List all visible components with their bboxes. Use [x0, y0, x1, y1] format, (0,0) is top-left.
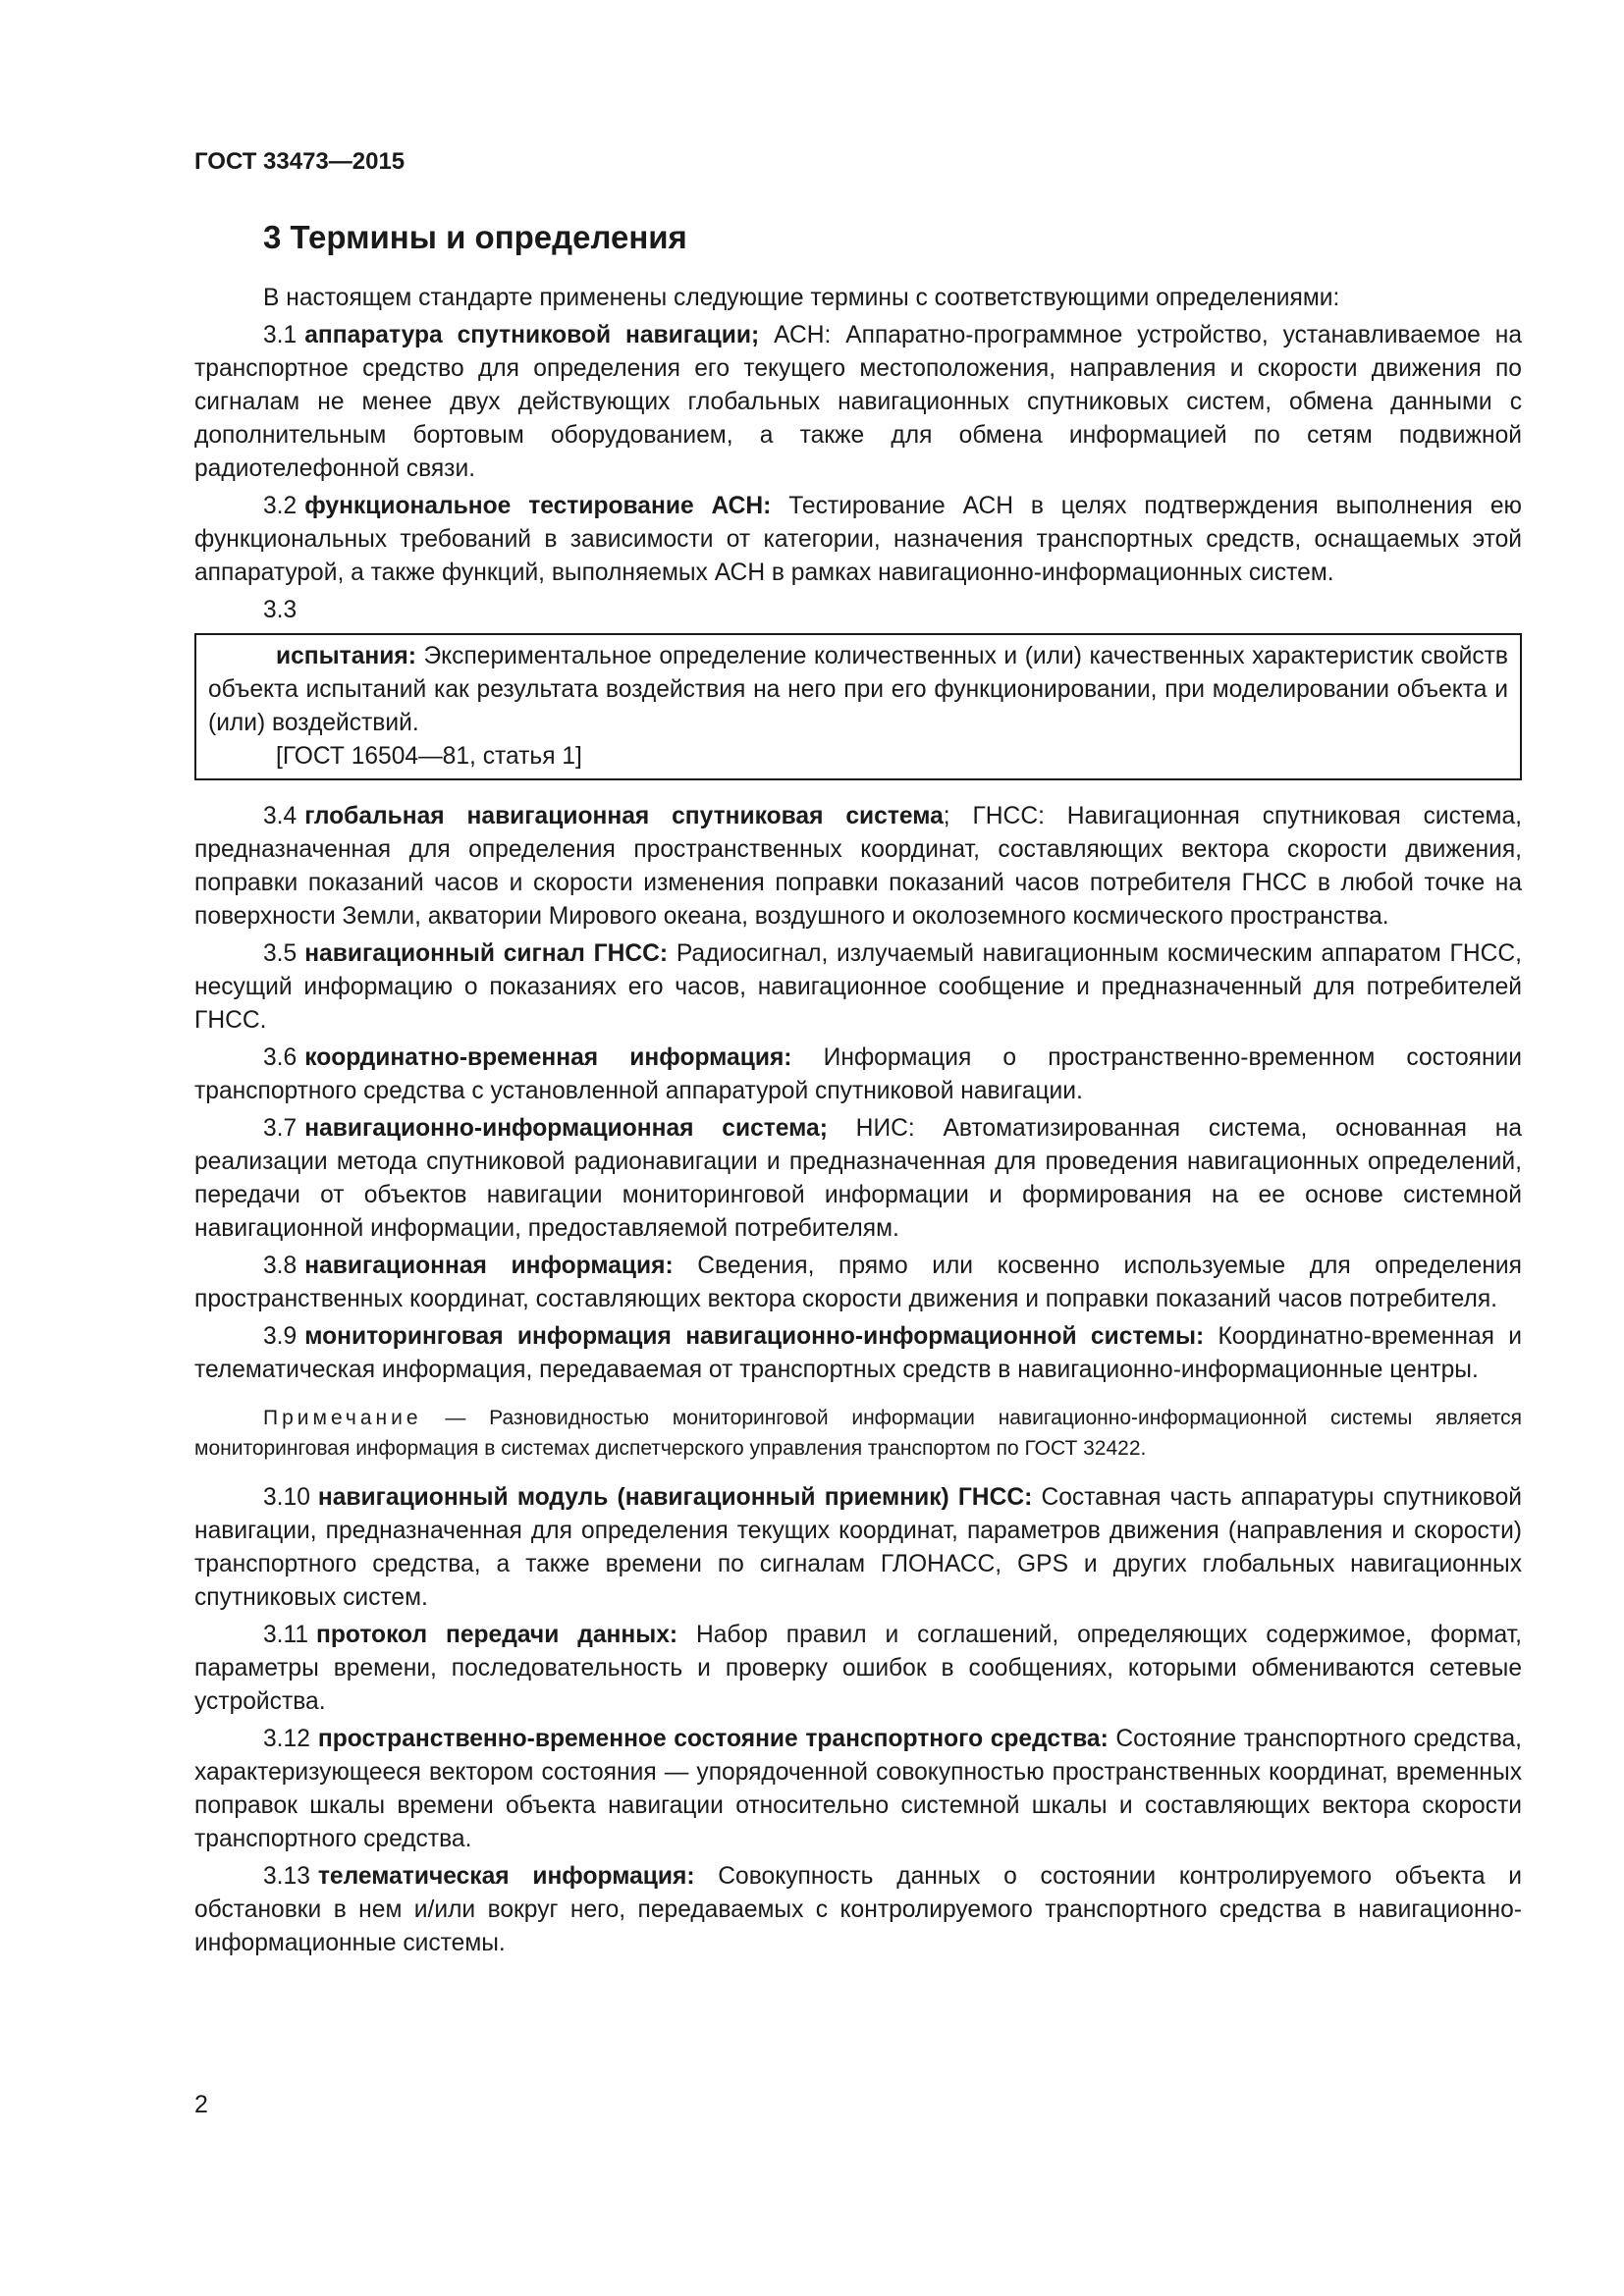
term-definition: Сведения, прямо или косвенно используемые для определения пространственных координат, составляющих вектора скорости движения и поправки показаний часов потребителя. [194, 1253, 1522, 1312]
term-name: испытания: [276, 643, 416, 669]
term-name: аппаратура спутниковой навигации; [304, 322, 760, 348]
intro-paragraph: В настоящем стандарте применены следующие термины с соответствующими определениями: [263, 285, 1340, 311]
term-definition: Координатно-временная и телематическая информация, передаваемая от транспортных средств в навигационно-информационные центры. [194, 1323, 1523, 1383]
term-number: 3.8 [263, 1253, 298, 1279]
term-definition: Совокупность данных о состоянии контролируемого объекта и обстановки в нем и/или вокруг него, передаваемых с контролируемого транспортного средства в навигационно-информационные системы. [194, 1863, 1522, 1956]
term-3-3-reference: [ГОСТ 16504—81, статья 1] [276, 743, 582, 770]
term-3-3-box [194, 633, 1522, 780]
term-name: навигационный сигнал ГНСС: [304, 940, 669, 967]
term-number: 3.2 [263, 493, 298, 519]
term-3-10 [194, 1481, 1522, 1615]
note-paragraph [194, 1403, 1522, 1464]
term-number: 3.13 [263, 1863, 310, 1890]
term-name: координатно-временная информация: [304, 1044, 792, 1071]
term-number: 3.12 [263, 1726, 310, 1752]
term-3-9 [194, 1320, 1522, 1387]
term-number: 3.6 [263, 1044, 298, 1071]
term-name: пространственно-временное состояние транспортного средства: [317, 1726, 1109, 1752]
term-3-13 [194, 1860, 1522, 1960]
term-3-7 [194, 1112, 1522, 1246]
term-definition: Состояние транспортного средства, характеризующееся вектором состояния — упорядоченной совокупностью пространственных координат, временных поправок шкалы времени объекта навигации относительно системной шкалы и составляющих вектора скорости транспортного средства. [194, 1726, 1522, 1852]
note-label: Примечание [263, 1407, 422, 1429]
term-definition: АСН: Аппаратно-программное устройство, устанавливаемое на транспортное средство для определения его текущего местоположения, направления и скорости движения по сигналам не менее двух действующих глобальных навигационных спутниковых систем, обмена данными с дополнительным бортовым оборудованием, а также для обмена информацией по сетям подвижной радиотелефонной связи. [194, 322, 1523, 482]
page-number: 2 [194, 2091, 208, 2118]
term-number: 3.11 [263, 1622, 309, 1648]
note-text: — Разновидностью мониторинговой информации навигационно-информационной системы является мониторинговая информация в системах диспетчерского управления транспортом по ГОСТ 32422. [194, 1407, 1522, 1460]
term-definition: Радиосигнал, излучаемый навигационным космическим аппаратом ГНСС, несущий информацию о показаниях его часов, навигационное сообщение и предназначенный для потребителей ГНСС. [194, 940, 1522, 1034]
term-number: 3.5 [263, 940, 298, 967]
term-number: 3.1 [263, 322, 298, 348]
term-name: глобальная навигационная спутниковая система [304, 803, 944, 829]
term-definition: Информация о пространственно-временном состоянии транспортного средства с установленной аппаратурой спутниковой навигации. [194, 1044, 1523, 1104]
term-3-12 [194, 1723, 1522, 1856]
term-number: 3.10 [263, 1484, 310, 1511]
term-3-3-number: 3.3 [263, 597, 298, 623]
term-name: мониторинговая информация навигационно-информационной системы: [304, 1323, 1205, 1350]
term-definition: Набор правил и соглашений, определяющих содержимое, формат, параметры времени, последовательность и проверку ошибок в сообщениях, которыми обмениваются сетевые устройства. [194, 1622, 1522, 1715]
term-definition: Составная часть аппаратуры спутниковой навигации, предназначенная для определения текущих координат, параметров движения (направления и скорости) транспортного средства, а также времени по сигналам ГЛОНАСС, GPS и других глобальных навигационных спутниковых систем. [194, 1484, 1522, 1611]
term-name: навигационная информация: [304, 1253, 674, 1279]
page-content [194, 282, 1522, 1964]
term-name: навигационно-информационная система; [304, 1115, 828, 1142]
term-name: телематическая информация: [317, 1863, 695, 1890]
document-header: ГОСТ 33473—2015 [194, 148, 406, 175]
term-3-1 [194, 319, 1522, 486]
term-number: 3.9 [263, 1323, 298, 1350]
term-3-8 [194, 1250, 1522, 1316]
term-number: 3.4 [263, 803, 298, 829]
term-name: протокол передачи данных: [316, 1622, 678, 1648]
term-3-5 [194, 937, 1522, 1038]
term-definition: ; ГНСС: Навигационная спутниковая система, предназначенная для определения пространственных координат, составляющих вектора скорости движения, поправки показаний часов и скорости изменения поправки показаний часов потребителя ГНСС в любой точке на поверхности Земли, акватории Мирового океана, воздушного и околоземного космического пространства. [194, 803, 1522, 930]
term-3-6 [194, 1041, 1522, 1108]
section-title: 3 Термины и определения [263, 219, 687, 255]
term-3-4 [194, 800, 1522, 934]
term-name: навигационный модуль (навигационный приемник) ГНСС: [317, 1484, 1033, 1511]
term-name: функциональное тестирование АСН: [304, 493, 772, 519]
term-number: 3.7 [263, 1115, 298, 1142]
term-definition: Тестирование АСН в целях подтверждения выполнения ею функциональных требований в зависимости от категории, назначения транспортных средств, оснащаемых этой аппаратурой, а также функций, выполняемых АСН в рамках навигационно-информационных систем. [194, 493, 1522, 586]
term-3-11 [194, 1619, 1522, 1719]
term-definition: НИС: Автоматизированная система, основанная на реализации метода спутниковой радионавигации и предназначенная для проведения навигационных определений, передачи от объектов навигации мониторинговой информации и формирования на ее основе системной навигационной информации, предоставляемой потребителям. [194, 1115, 1522, 1242]
term-3-3-body [208, 640, 1508, 740]
term-definition: Экспериментальное определение количественных и (или) качественных характеристик свойств объекта испытаний как результата воздействия на него при его функционировании, при моделировании объекта и (или) воздействий. [208, 643, 1508, 736]
term-3-2 [194, 490, 1522, 590]
